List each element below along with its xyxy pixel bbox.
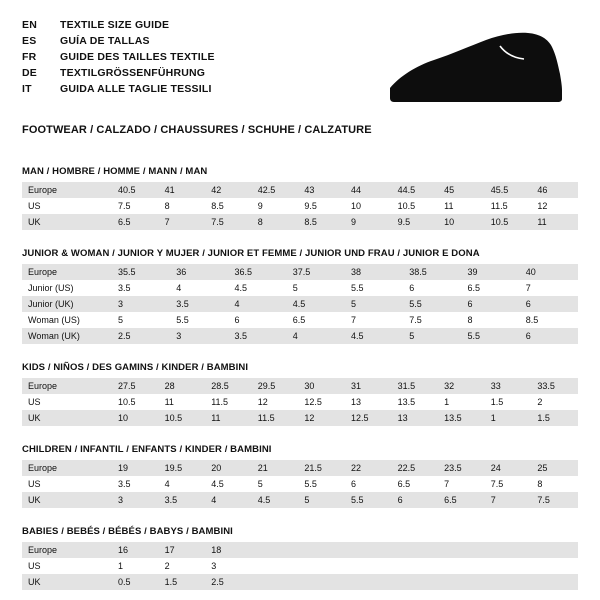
- size-cell: 3.5: [229, 328, 287, 344]
- size-cell: 9.5: [392, 214, 439, 230]
- size-cell: 12: [257, 397, 268, 407]
- size-cell: 2.5: [205, 574, 252, 590]
- size-cell: 11: [531, 214, 578, 230]
- size-section-junior-woman: [22, 248, 578, 344]
- section-title: BABIES / BEBÉS / BÉBÉS / BABYS / BAMBINI: [22, 526, 233, 537]
- size-cell: 1.5: [490, 397, 504, 407]
- size-cell: 8: [252, 214, 299, 230]
- size-cell: 22.5: [392, 460, 439, 476]
- language-row: [22, 34, 215, 48]
- size-cell: 6.5: [438, 492, 485, 508]
- size-cell: 5.5: [176, 315, 189, 325]
- table-row: [22, 280, 578, 296]
- size-cell: 3: [170, 328, 228, 344]
- row-label: Junior (US): [28, 283, 74, 293]
- size-cell: 4.5: [252, 492, 299, 508]
- size-cell: 7: [485, 492, 532, 508]
- row-label: US: [28, 201, 41, 211]
- size-cell: 1: [444, 397, 450, 407]
- size-cell: 8: [164, 201, 170, 211]
- size-cell: 3.5: [159, 492, 206, 508]
- size-cell: 18: [205, 542, 252, 558]
- table-row: [22, 378, 578, 394]
- size-cell: 25: [531, 460, 578, 476]
- size-cell: 31: [345, 378, 392, 394]
- size-cell: 12: [537, 201, 548, 211]
- size-cell: 6: [392, 492, 439, 508]
- size-cell: 13: [350, 397, 361, 407]
- size-cell: 19.5: [159, 460, 206, 476]
- size-cell: 10.5: [118, 397, 136, 407]
- row-label: UK: [22, 410, 112, 426]
- size-cell: [345, 542, 392, 558]
- row-label: US: [28, 479, 41, 489]
- language-code: DE: [22, 67, 37, 79]
- size-table: [22, 542, 578, 590]
- size-cell: 5: [118, 315, 124, 325]
- size-cell: 42: [205, 182, 252, 198]
- size-cell: 1: [118, 561, 124, 571]
- row-label: UK: [22, 492, 112, 508]
- language-title: TEXTILE SIZE GUIDE: [60, 19, 170, 31]
- size-cell: 40: [520, 264, 578, 280]
- size-cell: 44.5: [392, 182, 439, 198]
- size-section-kids: [22, 362, 578, 426]
- size-cell: 43: [298, 182, 345, 198]
- size-cell: 38: [345, 264, 403, 280]
- size-cell: 12.5: [345, 410, 392, 426]
- size-cell: 45: [438, 182, 485, 198]
- size-cell: 28.5: [205, 378, 252, 394]
- size-cell: 5: [345, 296, 403, 312]
- size-cell: 28: [159, 378, 206, 394]
- size-section-man: [22, 166, 578, 230]
- size-cell: 40.5: [112, 182, 159, 198]
- size-cell: 5: [257, 479, 263, 489]
- size-cell: 6.5: [292, 315, 306, 325]
- table-row: [22, 492, 578, 508]
- row-label: Europe: [22, 378, 112, 394]
- size-cell: 16: [112, 542, 159, 558]
- size-cell: 10: [350, 201, 361, 211]
- size-cell: 10: [438, 214, 485, 230]
- size-cell: 9: [345, 214, 392, 230]
- language-list: [22, 18, 215, 96]
- size-cell: 8: [467, 315, 473, 325]
- size-cell: 11.5: [252, 410, 299, 426]
- row-label: UK: [22, 214, 112, 230]
- size-cell: 3.5: [170, 296, 228, 312]
- size-table: [22, 182, 578, 230]
- size-cell: 6: [409, 283, 415, 293]
- row-label: Woman (UK): [22, 328, 112, 344]
- size-cell: [345, 574, 392, 590]
- section-title: KIDS / NIÑOS / DES GAMINS / KINDER / BAMBINI: [22, 362, 249, 373]
- language-row: [22, 82, 215, 96]
- size-cell: 6: [234, 315, 240, 325]
- size-cell: 13: [392, 410, 439, 426]
- size-cell: [392, 574, 439, 590]
- size-cell: [485, 558, 532, 574]
- size-cell: 5: [403, 328, 461, 344]
- size-cell: 10.5: [397, 201, 416, 211]
- size-cell: 2: [537, 397, 543, 407]
- size-cell: 8: [537, 479, 543, 489]
- size-cell: 12: [298, 410, 345, 426]
- size-cell: 11: [444, 201, 454, 211]
- footwear-title: FOOTWEAR / CALZADO / CHAUSSURES / SCHUHE / CALZATURE: [22, 124, 372, 136]
- table-row: [22, 264, 578, 280]
- dress-shoe-icon: [382, 30, 572, 110]
- table-row: [22, 394, 578, 410]
- table-row: [22, 182, 578, 198]
- size-cell: 27.5: [112, 378, 159, 394]
- size-cell: 24: [485, 460, 532, 476]
- table-row: [22, 558, 578, 574]
- size-cell: 44: [345, 182, 392, 198]
- size-cell: 12.5: [304, 397, 322, 407]
- size-sections: [22, 166, 578, 590]
- size-table: [22, 460, 578, 508]
- language-row: [22, 50, 215, 64]
- size-cell: 38.5: [403, 264, 461, 280]
- size-cell: 4.5: [345, 328, 403, 344]
- size-cell: 4: [229, 296, 287, 312]
- section-title: MAN / HOMBRE / HOMME / MANN / MAN: [22, 166, 208, 177]
- size-cell: 5.5: [345, 492, 392, 508]
- size-cell: 10.5: [485, 214, 532, 230]
- section-title: CHILDREN / INFANTIL / ENFANTS / KINDER / BAMBINI: [22, 444, 272, 455]
- size-cell: 11: [205, 410, 252, 426]
- size-cell: [531, 558, 578, 574]
- row-label: US: [28, 561, 41, 571]
- row-label: Junior (UK): [22, 296, 112, 312]
- size-cell: 7.5: [205, 214, 252, 230]
- size-cell: 4: [205, 492, 252, 508]
- size-cell: [298, 542, 345, 558]
- size-cell: 4: [164, 479, 170, 489]
- size-table: [22, 378, 578, 426]
- size-cell: 1.5: [531, 410, 578, 426]
- size-cell: [392, 542, 439, 558]
- row-label: Europe: [22, 460, 112, 476]
- size-cell: 13.5: [438, 410, 485, 426]
- size-cell: 31.5: [392, 378, 439, 394]
- table-row: [22, 312, 578, 328]
- size-cell: 37.5: [287, 264, 345, 280]
- size-cell: 6: [462, 296, 520, 312]
- size-cell: 4.5: [234, 283, 248, 293]
- size-cell: 7: [159, 214, 206, 230]
- language-title: GUIDE DES TAILLES TEXTILE: [60, 51, 215, 63]
- size-cell: [345, 558, 392, 574]
- size-cell: 8.5: [525, 315, 539, 325]
- size-cell: 36.5: [229, 264, 287, 280]
- size-section-children: [22, 444, 578, 508]
- size-cell: 22: [345, 460, 392, 476]
- size-cell: [531, 574, 578, 590]
- size-cell: 6: [350, 479, 356, 489]
- size-cell: 23.5: [438, 460, 485, 476]
- size-cell: 7.5: [118, 201, 131, 211]
- language-title: GUIDA ALLE TAGLIE TESSILI: [60, 83, 212, 95]
- size-cell: 8.5: [211, 201, 224, 211]
- table-row: [22, 476, 578, 492]
- size-cell: 3: [112, 492, 159, 508]
- table-row: [22, 198, 578, 214]
- size-cell: 8.5: [298, 214, 345, 230]
- language-row: [22, 66, 215, 80]
- size-cell: 11.5: [211, 397, 229, 407]
- size-cell: 1.5: [159, 574, 206, 590]
- size-cell: 7: [525, 283, 531, 293]
- size-cell: [252, 574, 299, 590]
- size-cell: 33: [485, 378, 532, 394]
- size-cell: [438, 574, 485, 590]
- table-row: [22, 574, 578, 590]
- size-cell: [438, 542, 485, 558]
- table-row: [22, 542, 578, 558]
- size-cell: 3: [112, 296, 170, 312]
- size-cell: 7: [444, 479, 450, 489]
- section-title: JUNIOR & WOMAN / JUNIOR Y MUJER / JUNIOR ET FEMME / JUNIOR UND FRAU / JUNIOR E DONA: [22, 248, 480, 259]
- size-cell: 6: [520, 328, 578, 344]
- size-cell: 41: [159, 182, 206, 198]
- size-cell: 17: [159, 542, 206, 558]
- size-cell: 7.5: [531, 492, 578, 508]
- size-cell: 1: [485, 410, 532, 426]
- size-cell: 4: [176, 283, 182, 293]
- language-row: [22, 18, 215, 32]
- size-cell: [298, 574, 345, 590]
- size-cell: [438, 558, 485, 574]
- page-header: [22, 18, 578, 110]
- size-cell: 11.5: [490, 201, 508, 211]
- table-row: [22, 328, 578, 344]
- size-cell: 6.5: [397, 479, 411, 489]
- size-cell: 5: [292, 283, 298, 293]
- size-cell: 21.5: [298, 460, 345, 476]
- size-cell: 35.5: [112, 264, 170, 280]
- size-section-babies: [22, 526, 578, 590]
- size-cell: 6.5: [112, 214, 159, 230]
- size-cell: 3.5: [118, 479, 131, 489]
- size-cell: 11: [164, 397, 174, 407]
- size-cell: 30: [298, 378, 345, 394]
- size-cell: 5.5: [351, 283, 364, 293]
- size-cell: 21: [252, 460, 299, 476]
- size-cell: 7.5: [409, 315, 422, 325]
- size-cell: 6.5: [467, 283, 481, 293]
- size-cell: 6: [520, 296, 578, 312]
- size-cell: 2.5: [112, 328, 170, 344]
- size-cell: 9.5: [304, 201, 317, 211]
- size-cell: 3.5: [118, 283, 131, 293]
- language-code: IT: [22, 83, 32, 95]
- size-cell: [252, 542, 299, 558]
- size-table: [22, 264, 578, 344]
- table-row: [22, 410, 578, 426]
- row-label: US: [28, 397, 41, 407]
- size-cell: [531, 542, 578, 558]
- size-cell: 7: [351, 315, 357, 325]
- table-row: [22, 296, 578, 312]
- size-cell: [485, 574, 532, 590]
- row-label: Europe: [22, 264, 112, 280]
- size-cell: 5: [298, 492, 345, 508]
- size-cell: 39: [462, 264, 520, 280]
- table-row: [22, 460, 578, 476]
- size-cell: 2: [164, 561, 170, 571]
- size-cell: 7.5: [490, 479, 504, 489]
- size-cell: 5.5: [403, 296, 461, 312]
- language-code: ES: [22, 35, 37, 47]
- size-cell: [485, 542, 532, 558]
- size-cell: 46: [531, 182, 578, 198]
- size-cell: 4.5: [287, 296, 345, 312]
- size-cell: 10.5: [159, 410, 206, 426]
- size-cell: 4: [287, 328, 345, 344]
- row-label: Woman (US): [28, 315, 80, 325]
- size-cell: [252, 558, 299, 574]
- size-cell: 10: [112, 410, 159, 426]
- size-cell: 19: [112, 460, 159, 476]
- size-cell: 20: [205, 460, 252, 476]
- language-title: GUÍA DE TALLAS: [60, 35, 150, 47]
- size-cell: 32: [438, 378, 485, 394]
- language-code: EN: [22, 19, 37, 31]
- size-cell: [392, 558, 439, 574]
- size-cell: 13.5: [397, 397, 416, 407]
- size-cell: 9: [257, 201, 263, 211]
- language-title: TEXTILGRÖSSENFÜHRUNG: [60, 67, 206, 79]
- row-label: Europe: [22, 182, 112, 198]
- size-cell: 42.5: [252, 182, 299, 198]
- size-cell: 4.5: [211, 479, 224, 489]
- size-cell: [298, 558, 345, 574]
- size-cell: 0.5: [112, 574, 159, 590]
- row-label: Europe: [22, 542, 112, 558]
- table-row: [22, 214, 578, 230]
- language-code: FR: [22, 51, 37, 63]
- size-cell: 36: [170, 264, 228, 280]
- size-cell: 5.5: [304, 479, 317, 489]
- size-cell: 3: [211, 561, 217, 571]
- row-label: UK: [22, 574, 112, 590]
- size-cell: 29.5: [252, 378, 299, 394]
- size-cell: 45.5: [485, 182, 532, 198]
- size-cell: 5.5: [462, 328, 520, 344]
- size-cell: 33.5: [531, 378, 578, 394]
